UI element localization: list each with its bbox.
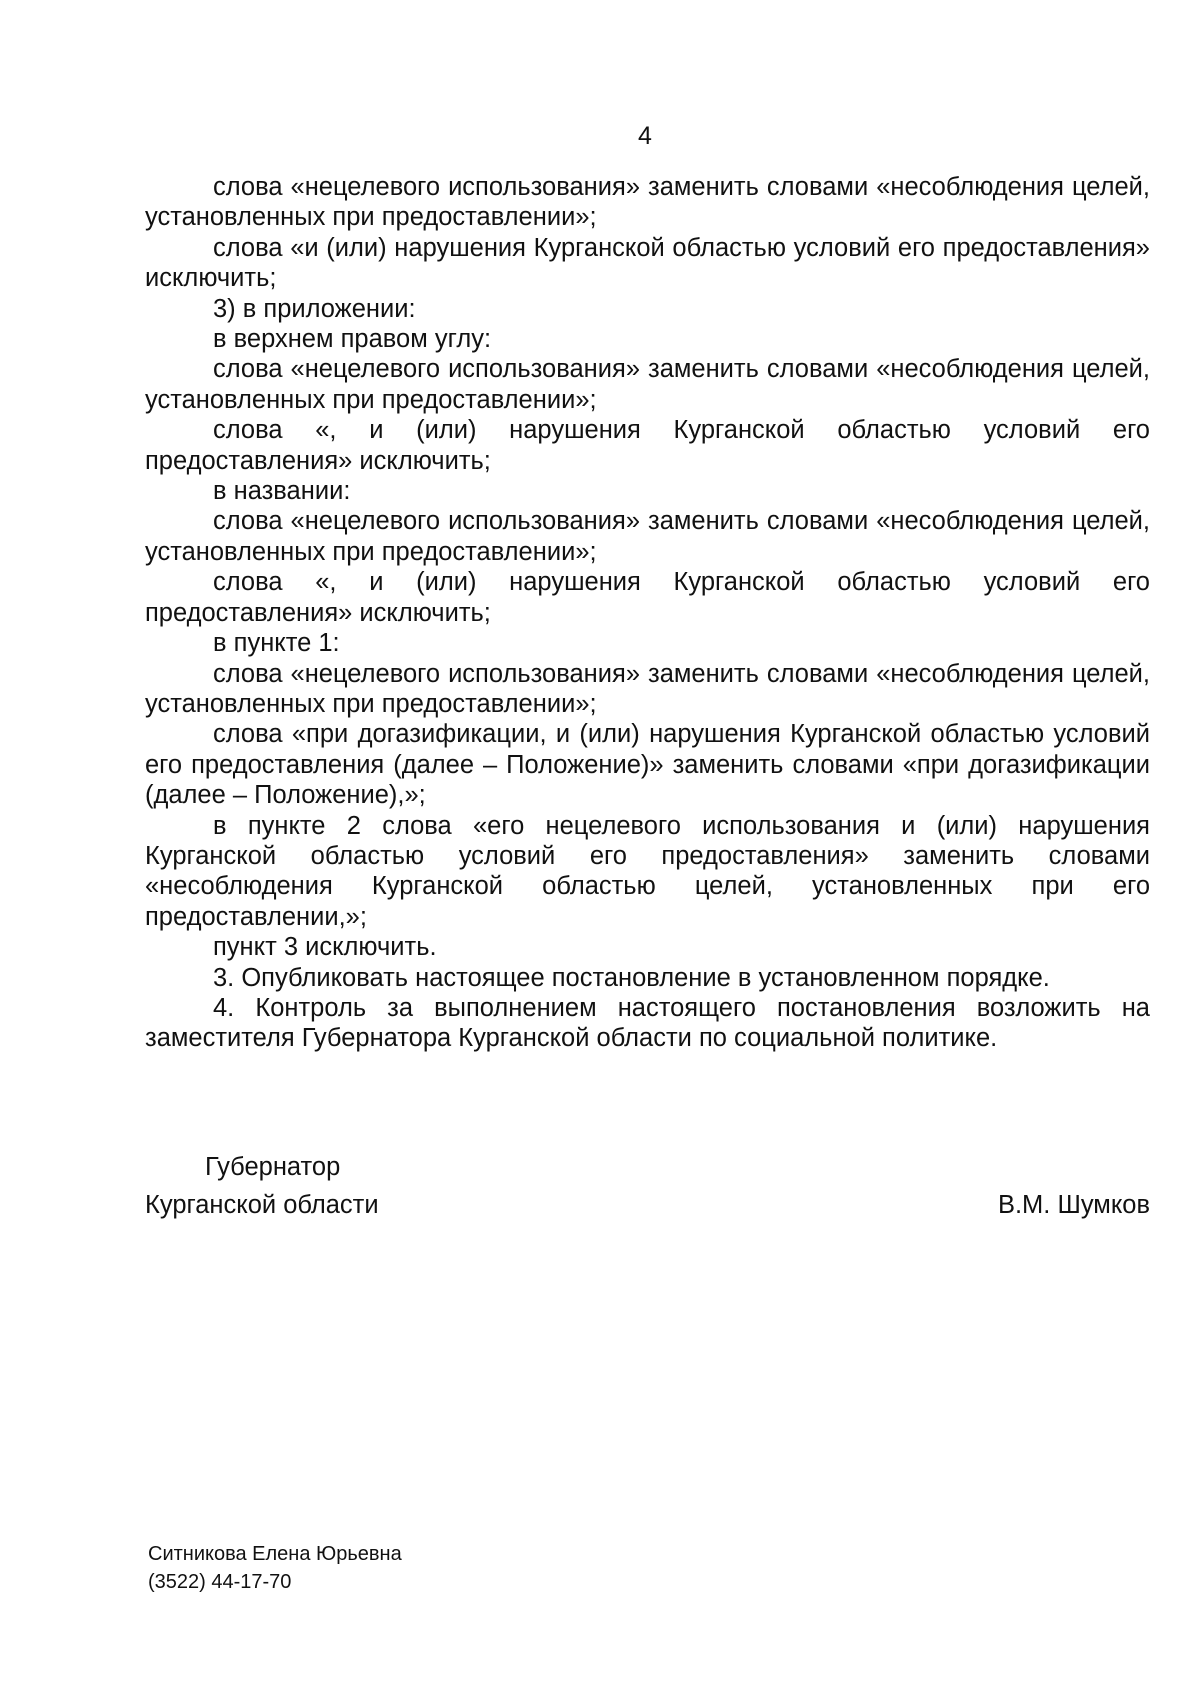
signatory-region: Курганской области xyxy=(145,1191,379,1219)
signature-row xyxy=(145,1186,1150,1224)
contact-phone: (3522) 44-17-70 xyxy=(148,1571,292,1593)
contact-block xyxy=(148,1540,402,1596)
paragraph: слова «нецелевого использования» заменить словами «несоблюдения целей, установленных при предоставлении»; xyxy=(145,507,1150,566)
paragraph: слова «, и (или) нарушения Курганской областью условий его предоставления» исключить; xyxy=(145,568,1150,627)
paragraph: в пункте 1: xyxy=(213,629,340,658)
paragraph: 3) в приложении: xyxy=(213,294,416,323)
signatory-title: Губернатор xyxy=(205,1153,341,1181)
document-body xyxy=(145,172,1150,1054)
paragraph: 4. Контроль за выполнением настоящего постановления возложить на заместителя Губернатора Курганской области по социальной политике. xyxy=(145,993,1150,1053)
contact-name: Ситникова Елена Юрьевна xyxy=(148,1543,402,1565)
paragraph: пункт 3 исключить. xyxy=(213,933,437,962)
signature-block xyxy=(145,1148,1150,1224)
paragraph: слова «нецелевого использования» заменить словами «несоблюдения целей, установленных при предоставлении»; xyxy=(145,173,1150,232)
paragraph: слова «нецелевого использования» заменить словами «несоблюдения целей, установленных при предоставлении»; xyxy=(145,659,1150,718)
paragraph: слова «и (или) нарушения Курганской областью условий его предоставления» исключить; xyxy=(145,233,1150,293)
paragraph: слова «, и (или) нарушения Курганской областью условий его предоставления» исключить; xyxy=(145,416,1150,475)
signatory-name: В.М. Шумков xyxy=(997,1191,1150,1219)
paragraph: в верхнем правом углу: xyxy=(213,325,492,354)
paragraph: в названии: xyxy=(213,477,351,506)
paragraph: слова «при догазификации, и (или) нарушения Курганской областью условий его предоставления (далее – Положение)» заменить словами «при догазификации (далее – Положение),»; xyxy=(145,720,1150,810)
paragraph: в пункте 2 слова «его нецелевого использования и (или) нарушения Курганской областью условий его предоставления» заменить словами «несоблюдения Курганской областью целей, установленных при его предоставлении,»; xyxy=(145,811,1150,931)
paragraph: слова «нецелевого использования» заменить словами «несоблюдения целей, установленных при предоставлении»; xyxy=(145,355,1150,414)
paragraph: 3. Опубликовать настоящее постановление в установленном порядке. xyxy=(213,963,1050,992)
page-number: 4 xyxy=(638,122,652,150)
